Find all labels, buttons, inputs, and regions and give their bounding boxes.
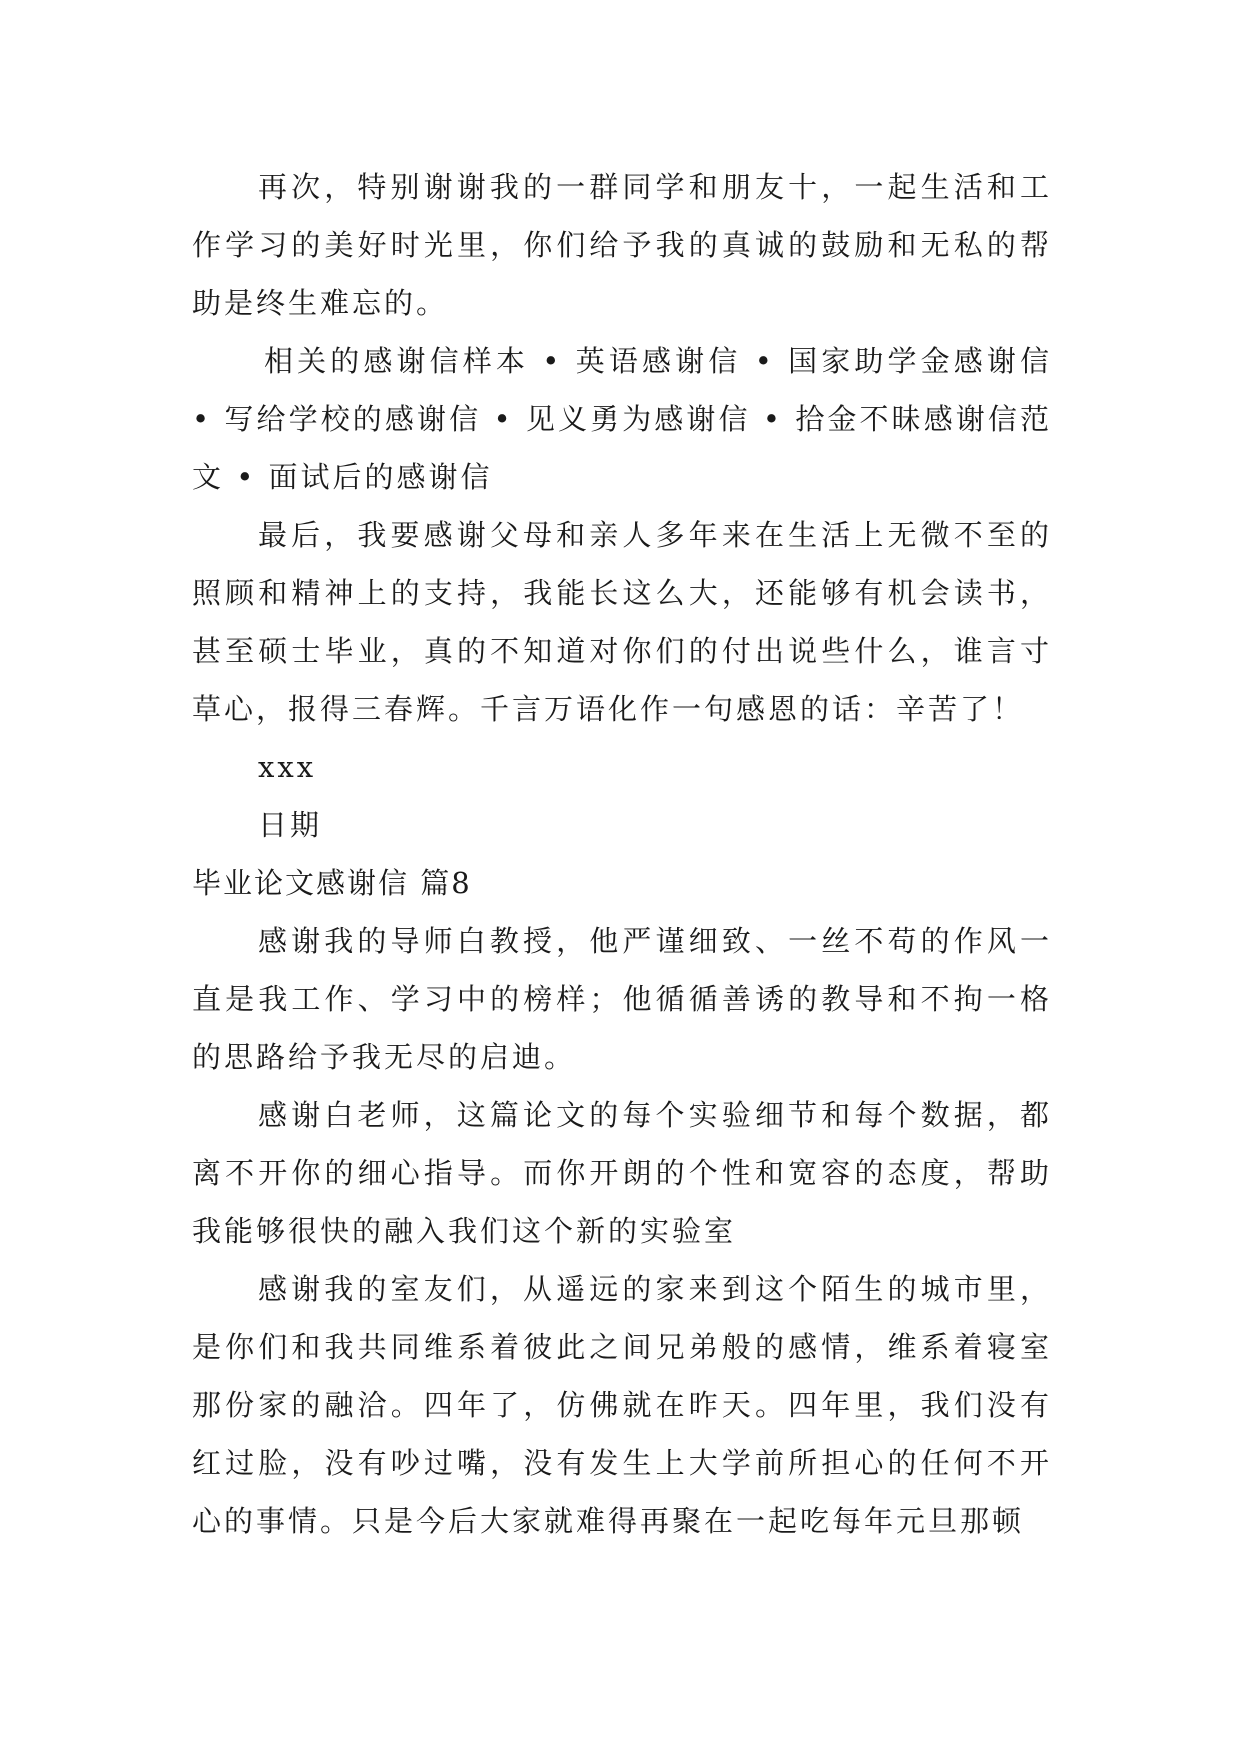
section-heading: 毕业论文感谢信 篇8 (192, 866, 472, 900)
paragraph-thanks-roommates: 感谢我的室友们，从遥远的家来到这个陌生的城市里，是你们和我共同维系着彼此之间兄弟般的感情，维系着寝室那份家的融洽。四年了，仿佛就在昨天。四年里，我们没有红过脸，没有吵过嘴，没有发生上大学前所担心的任何不开心的事情。只是今后大家就难得再聚在一起吃每年元旦那顿 (192, 1272, 1052, 1538)
paragraph-thanks-teacher-bai: 感谢白老师，这篇论文的每个实验细节和每个数据，都离不开你的细心指导。而你开朗的个性和宽容的态度，帮助我能够很快的融入我们这个新的实验室 (192, 1098, 1052, 1248)
signature-name: xxx (258, 750, 317, 784)
paragraph-thanks-classmates: 再次，特别谢谢我的一群同学和朋友十，一起生活和工作学习的美好时光里，你们给予我的真诚的鼓励和无私的帮助是终生难忘的。 (192, 170, 1052, 320)
paragraph-related-samples: 相关的感谢信样本 • 英语感谢信 • 国家助学金感谢信 • 写给学校的感谢信 • 见义勇为感谢信 • 拾金不昧感谢信范文 • 面试后的感谢信 (192, 344, 1052, 494)
paragraph-thanks-advisor: 感谢我的导师白教授，他严谨细致、一丝不苟的作风一直是我工作、学习中的榜样；他循循善诱的教导和不拘一格的思路给予我无尽的启迪。 (192, 924, 1052, 1074)
paragraph-thanks-parents: 最后，我要感谢父母和亲人多年来在生活上无微不至的照顾和精神上的支持，我能长这么大，还能够有机会读书，甚至硕士毕业，真的不知道对你们的付出说些什么，谁言寸草心，报得三春辉。千言万语化作一句感恩的话：辛苦了！ (192, 518, 1052, 726)
document-body (192, 158, 1052, 1550)
signature-date: 日期 (258, 808, 323, 842)
